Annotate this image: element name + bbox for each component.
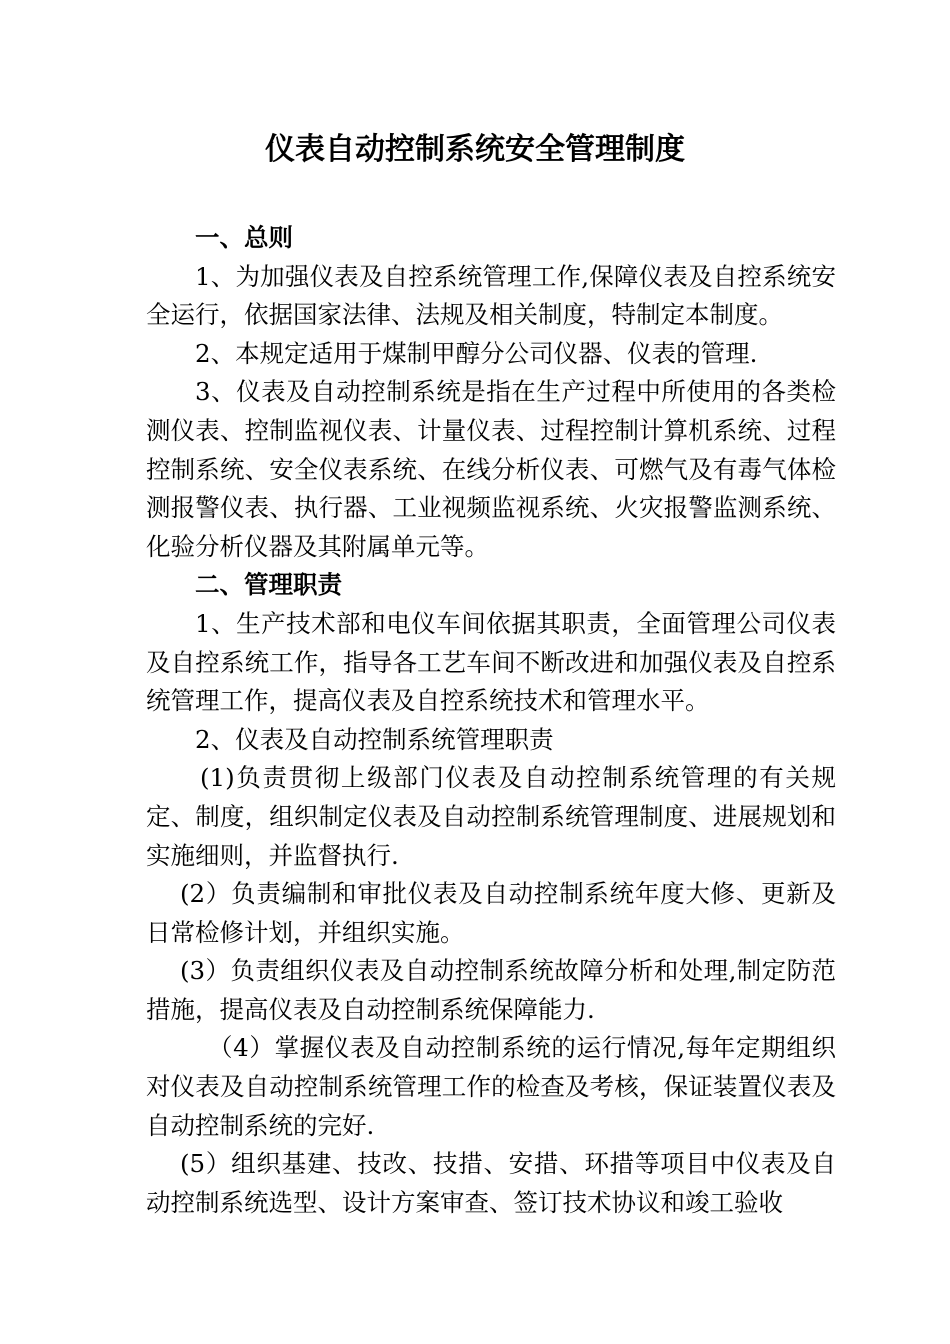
section-heading-general: 一、总则 bbox=[195, 223, 293, 252]
paragraph: （4）掌握仪表及自动控制系统的运行情况,每年定期组织对仪表及自动控制系统管理工作的检查及考核，保证装置仪表及自动控制系统的完好. bbox=[146, 1033, 836, 1140]
paragraph: (3）负责组织仪表及自动控制系统故障分析和处理,制定防范措施，提高仪表及自动控制系统保障能力. bbox=[146, 956, 836, 1024]
paragraph: 3、仪表及自动控制系统是指在生产过程中所使用的各类检测仪表、控制监视仪表、计量仪表、过程控制计算机系统、过程控制系统、安全仪表系统、在线分析仪表、可燃气及有毒气体检测报警仪表、执行器、工业视频监视系统、火灾报警监测系统、化验分析仪器及其附属单元等。 bbox=[146, 377, 836, 561]
paragraph: (1)负责贯彻上级部门仪表及自动控制系统管理的有关规定、制度，组织制定仪表及自动控制系统管理制度、进展规划和实施细则，并监督执行. bbox=[146, 763, 836, 870]
paragraph: 2、本规定适用于煤制甲醇分公司仪器、仪表的管理. bbox=[195, 338, 758, 368]
document-body bbox=[146, 219, 836, 1222]
paragraph: (2）负责编制和审批仪表及自动控制系统年度大修、更新及日常检修计划，并组织实施。 bbox=[146, 879, 836, 947]
document-title: 仪表自动控制系统安全管理制度 bbox=[265, 132, 685, 167]
paragraph: (5）组织基建、技改、技措、安措、环措等项目中仪表及自动控制系统选型、设计方案审查、签订技术协议和竣工验收 bbox=[146, 1149, 836, 1217]
section-heading-responsibilities: 二、管理职责 bbox=[195, 570, 342, 600]
paragraph: 1、为加强仪表及自控系统管理工作,保障仪表及自控系统安全运行，依据国家法律、法规及相关制度，特制定本制度。 bbox=[146, 261, 836, 330]
paragraph: 2、仪表及自动控制系统管理职责 bbox=[195, 724, 554, 754]
paragraph: 1、生产技术部和电仪车间依据其职责，全面管理公司仪表及自控系统工作，指导各工艺车间不断改进和加强仪表及自控系统管理工作，提高仪表及自控系统技术和管理水平。 bbox=[146, 608, 836, 716]
